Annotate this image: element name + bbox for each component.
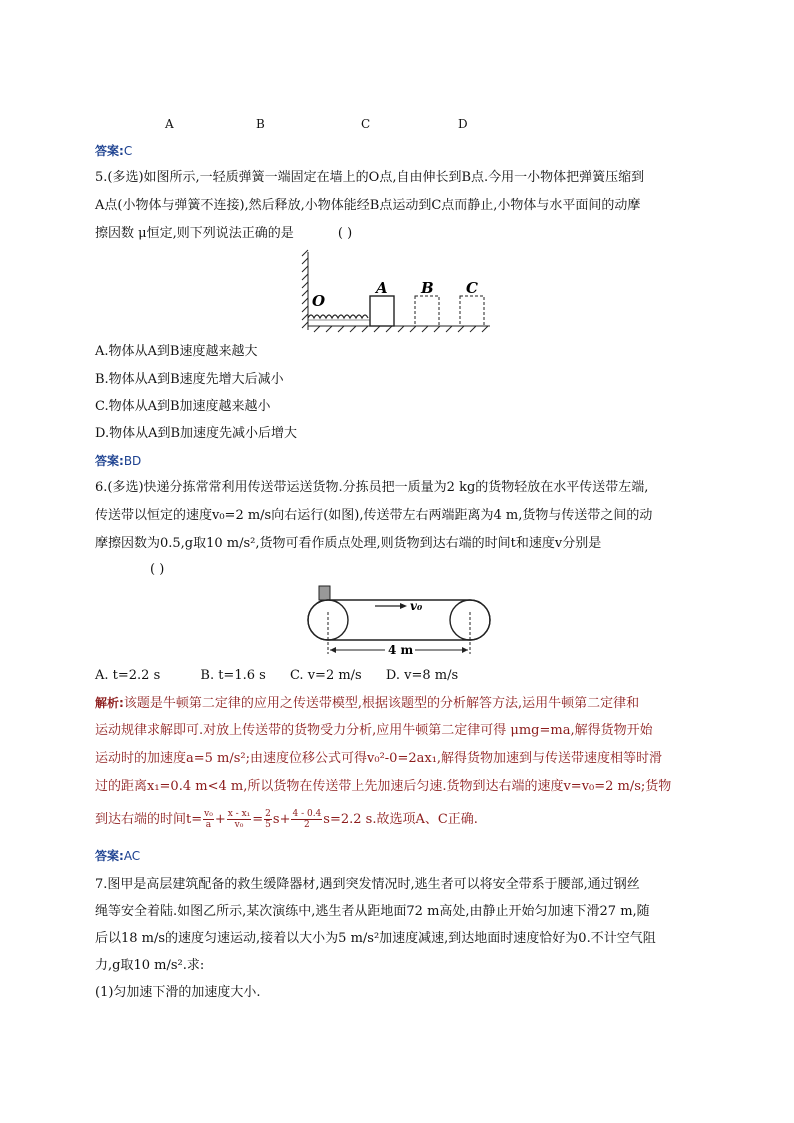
wall-hatch [302,250,308,330]
analysis-prefix: 到达右端的时间t= [95,812,203,827]
q6-analysis-line3: 运动时的加速度a=5 m/s²;由速度位移公式可得v₀²-0=2ax₁,解得货物加速到与传送带速度相等时滑 [95,751,663,766]
q6-stem-line1: 6.(多选)快递分拣常常利用传送带运送货物.分拣员把一质量为2 kg的货物轻放在水平传送带左端, [95,480,649,495]
label-o: O [312,292,326,310]
velocity-label: v₀ [410,599,423,613]
ground-hatch [308,326,490,332]
q5-option-b: B.物体从A到B速度先增大后减小 [95,372,284,387]
option-label-a: A [165,117,174,131]
q5-option-d: D.物体从A到B加速度先减小后增大 [95,426,298,441]
option-label-b: B [256,117,265,131]
q7-stem-line2: 绳等安全着陆.如图乙所示,某次演练中,逃生者从距地面72 m高处,由静止开始匀加速下滑27 m,随 [95,904,650,919]
q6-option-d: D. v=8 m/s [385,668,459,683]
label-c: C [466,279,478,297]
analysis-label: 解析: [95,696,124,710]
answer-value: AC [123,849,141,863]
q6-analysis-line5: 到达右端的时间t= $\frac{\text{v₀}}{a}$ + $\frac{\text{x - x₁}}{\text{v₀}}$ = $\frac{2}{5}$ s+ $\frac{4 - 0.4}{2}$ s=2.2 s.故选项A、C正确. [95,809,478,830]
q6-analysis-line1 [95,694,639,713]
q6-answer [95,847,140,866]
label-a: A [376,279,388,297]
answer-label: 答案: [95,849,124,863]
q5-stem-line1: 5.(多选)如图所示,一轻质弹簧一端固定在墙上的O点,自由伸长到B点.今用一小物体把弹簧压缩到 [95,170,645,185]
analysis-mid: s+ [272,812,291,827]
analysis-text: 该题是牛顿第二定律的应用之传送带模型,根据该题型的分析解答方法,运用牛顿第二定律和 [123,696,640,711]
q6-conveyor-figure [300,582,500,658]
q6-option-b: B. t=1.6 s [200,668,266,683]
spring [308,315,368,318]
q7-subquestion-1: (1)匀加速下滑的加速度大小. [95,985,261,1000]
q6-bracket: ( ) [150,562,165,577]
answer-label: 答案: [95,144,124,158]
q6-analysis-line2: 运动规律求解即可.对放上传送带的货物受力分析,应用牛顿第二定律可得 μmg=ma,解得货物开始 [95,723,653,738]
q5-bracket: ( ) [337,226,353,241]
q6-option-c: C. v=2 m/s [289,668,362,683]
fraction-3: $\frac{2}{5}$ [265,809,271,830]
q5-answer [95,452,141,471]
label-b: B [421,279,434,297]
block-a [370,296,394,326]
q7-stem-line4: 力,g取10 m/s².求: [95,958,205,973]
q5-spring-figure [300,248,500,334]
block-c [460,296,484,326]
q4-answer [95,142,132,161]
fraction-2: $\frac{\text{x - x₁}}{\text{v₀}}$ [227,809,251,830]
option-label-d: D [458,117,468,131]
q6-stem-line2: 传送带以恒定的速度v₀=2 m/s向右运行(如图),传送带左右两端距离为4 m,货物与传送带之间的动 [95,508,653,523]
answer-value: BD [123,454,142,468]
q6-option-a: A. t=2.2 s [95,668,161,683]
answer-value: C [123,144,133,158]
q5-option-c: C.物体从A到B加速度越来越小 [95,399,271,414]
block-b [415,296,439,326]
option-label-c: C [361,117,371,131]
q5-option-a: A.物体从A到B速度越来越大 [95,344,258,359]
q5-stem-line3 [95,225,352,243]
q6-stem-line3: 摩擦因数为0.5,g取10 m/s²,货物可看作质点处理,则货物到达右端的时间t和速度v分别是 [95,536,602,551]
q7-stem-line3: 后以18 m/s的速度匀速运动,接着以大小为5 m/s²加速度减速,到达地面时速度恰好为0.不计空气阻 [95,931,656,946]
distance-label: 4 m [388,643,414,657]
fraction-4: $\frac{4 - 0.4}{2}$ [292,809,322,830]
q5-stem-line2: A点(小物体与弹簧不连接),然后释放,小物体能经B点运动到C点而静止,小物体与水平面间的动摩 [95,198,641,213]
answer-label: 答案: [95,454,124,468]
analysis-suffix: s=2.2 s.故选项A、C正确. [323,812,478,827]
q6-options [95,667,458,685]
fraction-1: $\frac{\text{v₀}}{a}$ [204,809,213,830]
q7-stem-line1: 7.图甲是高层建筑配备的救生缓降器材,遇到突发情况时,逃生者可以将安全带系于腰部,通过钢丝 [95,877,640,892]
q6-analysis-line4: 过的距离x₁=0.4 m<4 m,所以货物在传送带上先加速后匀速.货物到达右端的速度v=v₀=2 m/s;货物 [95,779,672,794]
q5-stem-text: 擦因数 μ恒定,则下列说法正确的是 [95,226,294,241]
package [319,586,330,600]
